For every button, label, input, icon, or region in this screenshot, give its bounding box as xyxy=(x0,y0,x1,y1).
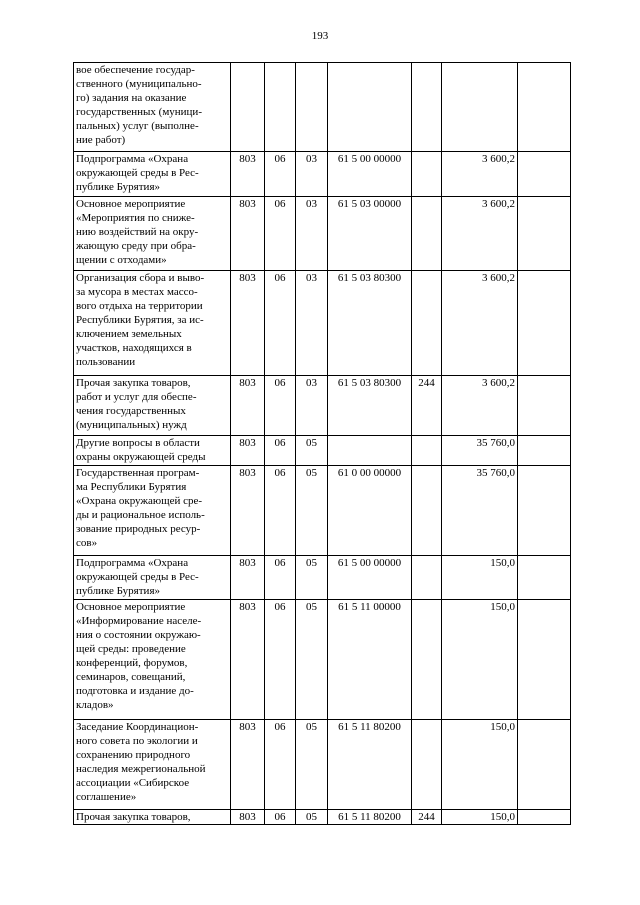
csr-cell xyxy=(328,63,412,152)
pr-cell: 05 xyxy=(296,600,328,720)
csr-cell: 61 5 03 80300 xyxy=(328,271,412,376)
row-name-cell: Прочая закупка товаров, xyxy=(74,810,231,825)
sum-cell: 35 760,0 xyxy=(442,466,518,556)
page-number: 193 xyxy=(311,30,329,42)
empty-cell xyxy=(518,720,571,810)
sum-cell: 3 600,2 xyxy=(442,152,518,197)
empty-cell xyxy=(518,436,571,466)
pr-cell xyxy=(296,63,328,152)
rz-cell xyxy=(265,63,296,152)
empty-cell xyxy=(518,152,571,197)
ved-cell: 803 xyxy=(231,376,265,436)
ved-cell: 803 xyxy=(231,810,265,825)
table-row xyxy=(74,466,571,556)
empty-cell xyxy=(518,63,571,152)
ved-cell: 803 xyxy=(231,152,265,197)
row-name-cell: Организация сбора и выво- за мусора в местах массо- вого отдыха на территории Республики Бурятия, за ис- ключением земельных участков, находящихся в пользовании xyxy=(74,271,231,376)
row-name-cell: Подпрограмма «Охрана окружающей среды в Рес- публике Бурятия» xyxy=(74,152,231,197)
sum-cell: 3 600,2 xyxy=(442,376,518,436)
rz-cell: 06 xyxy=(265,720,296,810)
pr-cell: 03 xyxy=(296,197,328,271)
ved-cell: 803 xyxy=(231,197,265,271)
ved-cell: 803 xyxy=(231,600,265,720)
ved-cell: 803 xyxy=(231,466,265,556)
row-name-cell: Государственная програм- ма Республики Бурятия «Охрана окружающей сре- ды и рациональное исполь- зование природных ресур- сов» xyxy=(74,466,231,556)
sum-cell: 35 760,0 xyxy=(442,436,518,466)
sum-cell: 150,0 xyxy=(442,810,518,825)
sum-cell: 150,0 xyxy=(442,720,518,810)
sum-cell: 3 600,2 xyxy=(442,197,518,271)
ved-cell: 803 xyxy=(231,271,265,376)
table-row xyxy=(74,271,571,376)
row-name-cell: вое обеспечение государ- ственного (муниципально- го) задания на оказание государственных (муници- пальных) услуг (выполне- ние работ) xyxy=(74,63,231,152)
empty-cell xyxy=(518,376,571,436)
rz-cell: 06 xyxy=(265,810,296,825)
rz-cell: 06 xyxy=(265,197,296,271)
sum-cell: 3 600,2 xyxy=(442,271,518,376)
pr-cell: 05 xyxy=(296,466,328,556)
table-row xyxy=(74,556,571,600)
row-name-cell: Основное мероприятие «Мероприятия по сниже- нию воздействий на окру- жающую среду при обра- щении с отходами» xyxy=(74,197,231,271)
pr-cell: 05 xyxy=(296,810,328,825)
csr-cell: 61 5 11 80200 xyxy=(328,720,412,810)
sum-cell: 150,0 xyxy=(442,600,518,720)
csr-cell: 61 5 03 00000 xyxy=(328,197,412,271)
row-name-cell: Подпрограмма «Охрана окружающей среды в Рес- публике Бурятия» xyxy=(74,556,231,600)
rz-cell: 06 xyxy=(265,556,296,600)
empty-cell xyxy=(518,810,571,825)
rz-cell: 06 xyxy=(265,376,296,436)
pr-cell: 05 xyxy=(296,556,328,600)
rz-cell: 06 xyxy=(265,152,296,197)
rz-cell: 06 xyxy=(265,600,296,720)
row-name-cell: Заседание Координацион- ного совета по экологии и сохранению природного наследия межрегиональной ассоциации «Сибирское соглашение» xyxy=(74,720,231,810)
csr-cell: 61 0 00 00000 xyxy=(328,466,412,556)
ved-cell: 803 xyxy=(231,720,265,810)
row-name-cell: Прочая закупка товаров, работ и услуг для обеспе- чения государственных (муниципальных) нужд xyxy=(74,376,231,436)
pr-cell: 03 xyxy=(296,271,328,376)
table-row xyxy=(74,376,571,436)
vr-cell xyxy=(412,197,442,271)
table-row xyxy=(74,720,571,810)
csr-cell: 61 5 03 80300 xyxy=(328,376,412,436)
pr-cell: 05 xyxy=(296,436,328,466)
table-row xyxy=(74,63,571,152)
table-row xyxy=(74,197,571,271)
ved-cell xyxy=(231,63,265,152)
vr-cell xyxy=(412,556,442,600)
vr-cell: 244 xyxy=(412,376,442,436)
row-name-cell: Основное мероприятие «Информирование населе- ния о состоянии окружаю- щей среды: проведение конференций, форумов, семинаров, совещаний, подготовка и издание до- кладов» xyxy=(74,600,231,720)
rz-cell: 06 xyxy=(265,271,296,376)
csr-cell: 61 5 11 00000 xyxy=(328,600,412,720)
vr-cell xyxy=(412,152,442,197)
empty-cell xyxy=(518,271,571,376)
pr-cell: 03 xyxy=(296,376,328,436)
empty-cell xyxy=(518,197,571,271)
csr-cell xyxy=(328,436,412,466)
vr-cell xyxy=(412,720,442,810)
table-row xyxy=(74,152,571,197)
pr-cell: 03 xyxy=(296,152,328,197)
vr-cell xyxy=(412,63,442,152)
sum-cell xyxy=(442,63,518,152)
ved-cell: 803 xyxy=(231,556,265,600)
table-row xyxy=(74,600,571,720)
sum-cell: 150,0 xyxy=(442,556,518,600)
csr-cell: 61 5 00 00000 xyxy=(328,152,412,197)
vr-cell xyxy=(412,271,442,376)
vr-cell xyxy=(412,466,442,556)
empty-cell xyxy=(518,466,571,556)
row-name-cell: Другие вопросы в области охраны окружающей среды xyxy=(74,436,231,466)
table-row xyxy=(74,810,571,825)
rz-cell: 06 xyxy=(265,466,296,556)
empty-cell xyxy=(518,556,571,600)
rz-cell: 06 xyxy=(265,436,296,466)
table-row xyxy=(74,436,571,466)
csr-cell: 61 5 11 80200 xyxy=(328,810,412,825)
vr-cell xyxy=(412,436,442,466)
empty-cell xyxy=(518,600,571,720)
budget-table xyxy=(73,62,571,825)
pr-cell: 05 xyxy=(296,720,328,810)
ved-cell: 803 xyxy=(231,436,265,466)
vr-cell: 244 xyxy=(412,810,442,825)
vr-cell xyxy=(412,600,442,720)
csr-cell: 61 5 00 00000 xyxy=(328,556,412,600)
